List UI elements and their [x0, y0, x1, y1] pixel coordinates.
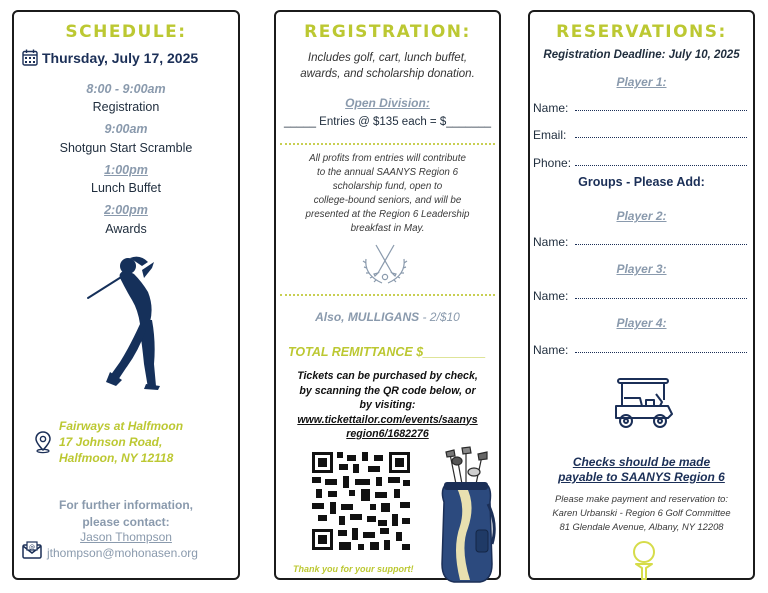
calendar-icon: [22, 49, 38, 66]
schedule-event-3: Lunch Buffet: [91, 181, 161, 195]
player3-label: Player 3:: [616, 262, 667, 276]
contact-line1: For further information,: [59, 498, 193, 512]
profits-line: scholarship fund, open to: [332, 181, 443, 192]
ticket-url-line1[interactable]: www.tickettailor.com/events/saanys: [297, 413, 478, 426]
profits-text: [282, 152, 493, 236]
golf-ball-tee-icon: [630, 540, 658, 580]
golf-cart-icon: [610, 376, 676, 432]
player1-email-label: Email:: [533, 128, 567, 142]
contact-block: [14, 497, 238, 531]
tickets-text: [280, 369, 495, 442]
schedule-event-1: Registration: [92, 100, 160, 114]
contact-name[interactable]: Jason Thompson: [80, 530, 172, 544]
mail-line: 81 Glendale Avenue, Albany, NY 12208: [559, 521, 724, 532]
groups-heading: Groups - Please Add:: [578, 175, 705, 189]
player1-phone-field[interactable]: [575, 165, 747, 166]
mulligans-line: [276, 310, 499, 324]
venue-block: [59, 418, 183, 466]
player2-name-label: Name:: [533, 235, 569, 249]
divider-2: [280, 294, 495, 296]
profits-line: All profits from entries will contribute: [309, 153, 466, 164]
schedule-time-4: 2:00pm: [104, 203, 148, 217]
profits-line: presented at the Region 6 Leadership: [305, 209, 470, 220]
schedule-panel: [12, 10, 240, 580]
thanks-text: Thank you for your support!: [293, 564, 414, 574]
golfer-silhouette: [82, 252, 172, 392]
mailing-instructions: [530, 492, 753, 534]
schedule-heading: SCHEDULE:: [65, 22, 187, 42]
venue-city: Halfmoon, NY 12118: [59, 451, 174, 465]
divider-1: [280, 143, 495, 145]
includes-line2: awards, and scholarship donation.: [300, 68, 475, 80]
player1-label: Player 1:: [616, 75, 667, 89]
mail-line: Please make payment and reservation to:: [554, 493, 728, 504]
profits-line: college-bound seniors, and will be: [313, 195, 462, 206]
registration-panel: [274, 10, 501, 580]
reservations-panel: [528, 10, 755, 580]
tickets-line: by scanning the QR code below, or: [299, 384, 476, 397]
map-pin-icon: [34, 430, 52, 454]
schedule-event-4: Awards: [105, 222, 147, 236]
profits-line: to the annual SAANYS Region 6: [316, 167, 459, 178]
player1-email-field[interactable]: [575, 137, 747, 138]
player1-phone-label: Phone:: [533, 156, 572, 170]
checks-line1: Checks should be made: [572, 455, 711, 469]
qr-code[interactable]: [312, 452, 410, 550]
player1-name-field[interactable]: [575, 110, 747, 111]
player2-label: Player 2:: [616, 209, 667, 223]
mail-icon: [22, 541, 42, 559]
includes-line1: Includes golf, cart, lunch buffet,: [307, 52, 468, 64]
contact-email[interactable]: jthompson@mohonasen.org: [47, 546, 198, 560]
tickets-line: by visiting:: [359, 399, 416, 411]
checks-payable: [530, 455, 753, 485]
schedule-time-2: 9:00am: [104, 122, 148, 136]
player2-name-field[interactable]: [575, 244, 747, 245]
registration-deadline: Registration Deadline: July 10, 2025: [543, 49, 740, 61]
contact-line2: please contact:: [82, 515, 170, 529]
svg-text:@: @: [29, 544, 35, 551]
player4-label: Player 4:: [616, 316, 667, 330]
checks-line2: payable to SAANYS Region 6: [558, 470, 725, 484]
entries-line[interactable]: _____ Entries @ $135 each = $_______: [283, 116, 492, 128]
tickets-line: Tickets can be purchased by check,: [297, 370, 478, 382]
mulligans-label: Also, MULLIGANS: [315, 310, 420, 324]
crossed-clubs-emblem: [360, 241, 410, 287]
schedule-time-1: 8:00 - 9:00am: [86, 82, 166, 96]
schedule-event-2: Shotgun Start Scramble: [59, 141, 193, 155]
schedule-time-3: 1:00pm: [104, 163, 148, 177]
player3-name-field[interactable]: [575, 298, 747, 299]
player3-name-label: Name:: [533, 289, 569, 303]
profits-line: breakfast in May.: [350, 223, 425, 234]
player4-name-field[interactable]: [575, 352, 747, 353]
reservations-heading: RESERVATIONS:: [556, 22, 727, 42]
open-division-label: Open Division:: [345, 96, 430, 110]
golf-bag: [436, 444, 500, 584]
player1-name-label: Name:: [533, 101, 569, 115]
mail-line: Karen Urbanski - Region 6 Golf Committee: [552, 507, 731, 518]
includes-text: [276, 50, 499, 82]
event-date: Thursday, July 17, 2025: [42, 50, 199, 66]
venue-street: 17 Johnson Road,: [59, 435, 163, 449]
venue-name: Fairways at Halfmoon: [59, 419, 184, 433]
total-remittance[interactable]: TOTAL REMITTANCE $_________: [288, 345, 486, 359]
registration-heading: REGISTRATION:: [304, 22, 471, 42]
mulligans-price: - 2/$10: [419, 310, 460, 324]
player4-name-label: Name:: [533, 343, 569, 357]
ticket-url-line2[interactable]: region6/1682276: [346, 428, 429, 440]
